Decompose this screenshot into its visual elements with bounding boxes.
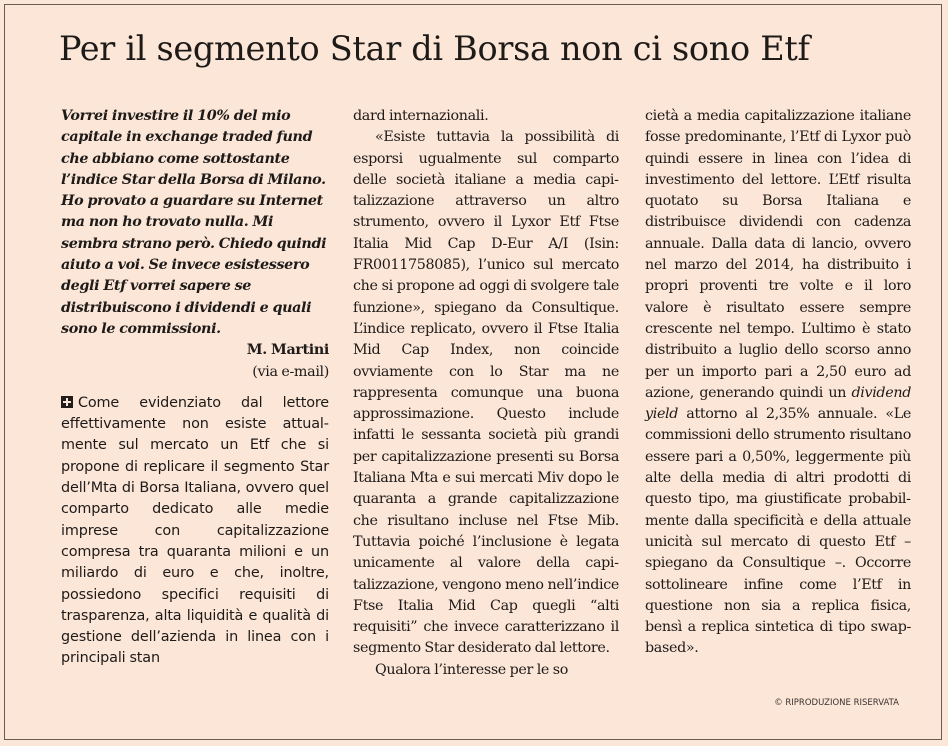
column-3 bbox=[645, 106, 911, 660]
article-headline: Per il segmento Star di Borsa non ci sono Etf bbox=[59, 29, 810, 68]
plus-box-icon bbox=[61, 396, 73, 408]
column-2 bbox=[353, 106, 619, 681]
question-line-1: Vorrei investire il 10% del mio capitale in exchange traded fund che abbiano come sottostante l’indice Star della Borsa di Milano. bbox=[61, 108, 326, 188]
answer-col1-text: Come evidenziato dal lettore effettivamente non esiste attualmente sul mercato un Etf che si propone di replicare il segmento Star dell’Mta di Borsa Italiana, ovvero quel comparto dedicato alle medie imprese con capitalizzazione compresa tra quaranta milioni e un miliardo di euro e che, inoltre, possiedono specifici requisiti di trasparenza, alta liquidità e qualità di gestione dell’azienda in linea con i principali stan bbox=[61, 394, 329, 667]
column-1 bbox=[61, 106, 329, 670]
answer-col3-italic: dividend yield bbox=[645, 384, 911, 423]
reader-question bbox=[61, 106, 329, 340]
answer-intro bbox=[61, 393, 329, 670]
author-via: (via e-mail) bbox=[252, 363, 329, 380]
article-frame bbox=[4, 4, 942, 740]
answer-col2-paragraph-1: «Esiste tuttavia la possibilità di esporsi ugualmente sul comparto delle società italiane a media capitalizzazione attraverso un altro strumento, ovvero il Lyxor Etf Ftse Italia Mid Cap D-Eur A/I (Isin: FR0011758085), l’unico sul mercato che si propone ad oggi di svolgere tale funzione», spiegano da Consultique. L’indice replicato, ovvero il Ftse Italia Mid Cap Index, non coincide ovviamente con lo Star ma ne rappresenta comunque una buona approssimazione. Questo include infatti le sessanta società più grandi per capitalizzazione presenti su Borsa Italiana Mta e sui mercati Miv dopo le quaranta a grande capitalizzazione che risultano incluse nel Ftse Mib. Tuttavia poiché l’inclusione è legata unicamente al valore della capitalizzazione, vengono meno nell’indice Ftse Italia Mid Cap quegli “alti requisiti” che invece caratterizzano il segmento Star desiderato dal lettore. bbox=[353, 129, 619, 657]
copyright-notice: © RIPRODUZIONE RISERVATA bbox=[774, 698, 899, 708]
answer-col3-paragraph bbox=[645, 106, 911, 660]
answer-col3-text-b: attorno al 2,35% annuale. «Le commissioni dello strumento risultano essere pari a 0,50%, leggermente più alte della media di altri prodotti di questo tipo, ma giustificate probabilmente dalla specificità e della attuale unicità sul mercato di questo Etf – spiegano da Consultique –. Occorre sottolineare infine come l’Etf in questione non sia a replica fisica, bensì a replica sintetica di tipo swap-based». bbox=[645, 406, 911, 657]
answer-col2-start: dard internazionali. bbox=[353, 108, 489, 124]
answer-col2-paragraph-2: Qualora l’interesse per le so bbox=[375, 661, 568, 678]
question-signature bbox=[61, 340, 329, 383]
question-line-2: Ho provato a guardare su Internet ma non ho trovato nulla. Mi sembra strano però. Chiedo quindi aiuto a voi. Se invece esistessero degli Etf vorrei sapere se distribuiscono i dividendi e quali sono le commissioni. bbox=[61, 193, 327, 337]
answer-col3-text-a: cietà a media capitalizzazione italiane fosse predominante, l’Etf di Lyxor può quindi essere in linea con l’idea di investimento del lettore. L’Etf risulta quotato su Borsa Italiana e distribuisce dividendi con cadenza annuale. Dalla data di lancio, ovvero nel marzo del 2014, ha distribuito i propri proventi tre volte e il loro valore è risultato essere sempre crescente nel tempo. L’ultimo è stato distribuito a luglio dello scorso anno per un importo pari a 2,50 euro ad azione, generando quindi un bbox=[645, 108, 911, 401]
author-name: M. Martini bbox=[246, 342, 329, 359]
